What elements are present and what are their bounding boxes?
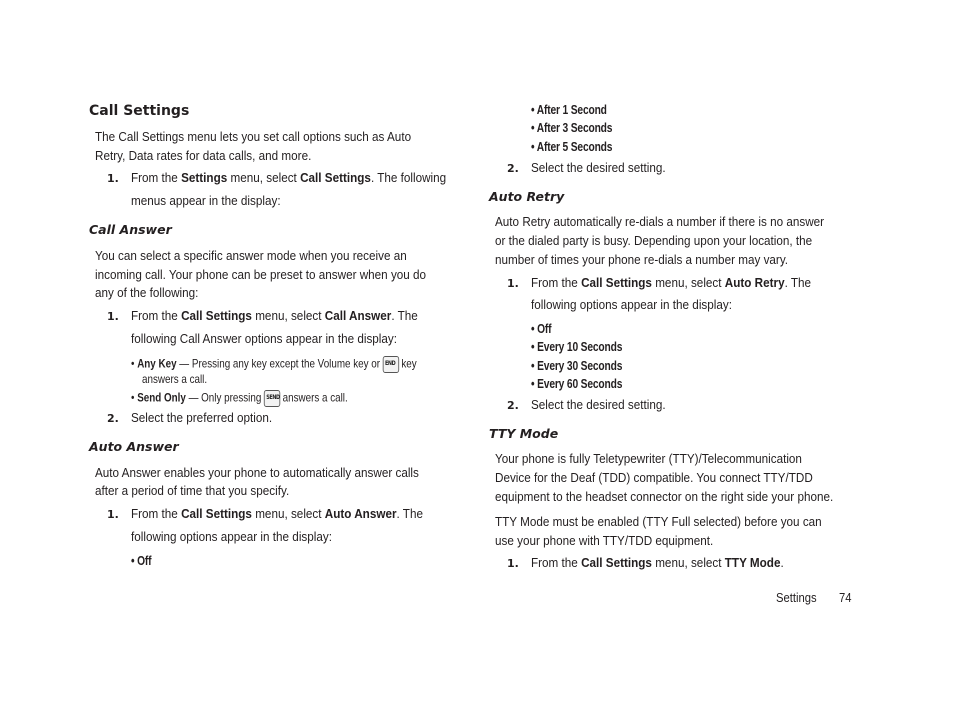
call-answer-para-3: any of the following: [95, 285, 199, 300]
call-answer-heading: Call Answer [89, 222, 172, 237]
step-text: Select the preferred option. [131, 410, 273, 425]
bullet-item: • After 1 Second [531, 103, 607, 117]
step-text: From the Settings menu, select Call Settings. The following [131, 170, 447, 185]
bullet-any-key-line2: answers a call. [142, 372, 208, 386]
call-answer-para-2: incoming call. Your phone can be preset to answer when you do [95, 267, 427, 282]
footer-section-name: Settings [776, 591, 817, 605]
tty-para2-line1: TTY Mode must be enabled (TTY Full selected) before you can [495, 514, 822, 529]
step-text: Select the desired setting. [531, 160, 666, 175]
tty-para2-line2: use your phone with TTY/TDD equipment. [495, 533, 714, 548]
tty-mode-heading: TTY Mode [489, 426, 559, 441]
section-title: Call Settings [89, 103, 190, 119]
step-number: 1. [107, 310, 119, 323]
auto-answer-heading: Auto Answer [89, 439, 179, 454]
auto-retry-heading: Auto Retry [489, 189, 565, 204]
tty-para1-line1: Your phone is fully Teletypewriter (TTY)/Telecommunication [495, 451, 802, 466]
step-text-line2: following options appear in the display: [531, 297, 732, 312]
bullet-item: • Every 30 Seconds [531, 359, 623, 373]
bullet-item: • After 3 Seconds [531, 121, 613, 135]
step-number: 2. [507, 162, 519, 175]
intro-line-1: The Call Settings menu lets you set call options such as Auto [95, 129, 412, 144]
auto-answer-para-2: after a period of time that you specify. [95, 483, 290, 498]
end-key-icon: END [382, 356, 398, 373]
step-text: From the Call Settings menu, select Auto Retry. The [531, 275, 812, 290]
bullet-item: • After 5 Seconds [531, 140, 613, 154]
step-text-line2: menus appear in the display: [131, 193, 281, 208]
step-number: 1. [107, 508, 119, 521]
auto-retry-para-3: number of times your phone re-dials a number may vary. [495, 252, 789, 267]
step-text: From the Call Settings menu, select Call Answer. The [131, 308, 418, 323]
step-text-line2: following Call Answer options appear in the display: [131, 331, 398, 346]
step-text: Select the desired setting. [531, 397, 666, 412]
auto-answer-para-1: Auto Answer enables your phone to automatically answer calls [95, 465, 419, 480]
step-number: 1. [507, 277, 519, 290]
bullet-any-key: • Any Key — Pressing any key except the Volume key or END key [131, 356, 417, 373]
step-number: 2. [107, 412, 119, 425]
intro-line-2: Retry, Data rates for data calls, and more. [95, 148, 312, 163]
step-number: 1. [507, 557, 519, 570]
auto-retry-para-1: Auto Retry automatically re-dials a number if there is no answer [495, 214, 825, 229]
bullet-send-only: • Send Only — Only pressing SEND answers a call. [131, 390, 348, 407]
bullet-item: • Off [531, 322, 552, 336]
auto-retry-para-2: or the dialed party is busy. Depending upon your location, the [495, 233, 813, 248]
bullet-item: • Every 60 Seconds [531, 377, 623, 391]
step-number: 2. [507, 399, 519, 412]
send-key-icon: SEND [264, 390, 280, 407]
step-text-line2: following options appear in the display: [131, 529, 332, 544]
tty-para1-line3: equipment to the headset connector on the right side your phone. [495, 489, 834, 504]
bullet-item: • Every 10 Seconds [531, 340, 623, 354]
step-text: From the Call Settings menu, select TTY Mode. [531, 555, 784, 570]
step-number: 1. [107, 172, 119, 185]
bullet-item: • Off [131, 554, 152, 568]
step-text: From the Call Settings menu, select Auto Answer. The [131, 506, 423, 521]
page-number: 74 [839, 591, 852, 605]
call-answer-para-1: You can select a specific answer mode when you receive an [95, 248, 407, 263]
tty-para1-line2: Device for the Deaf (TDD) compatible. You connect TTY/TDD [495, 470, 813, 485]
